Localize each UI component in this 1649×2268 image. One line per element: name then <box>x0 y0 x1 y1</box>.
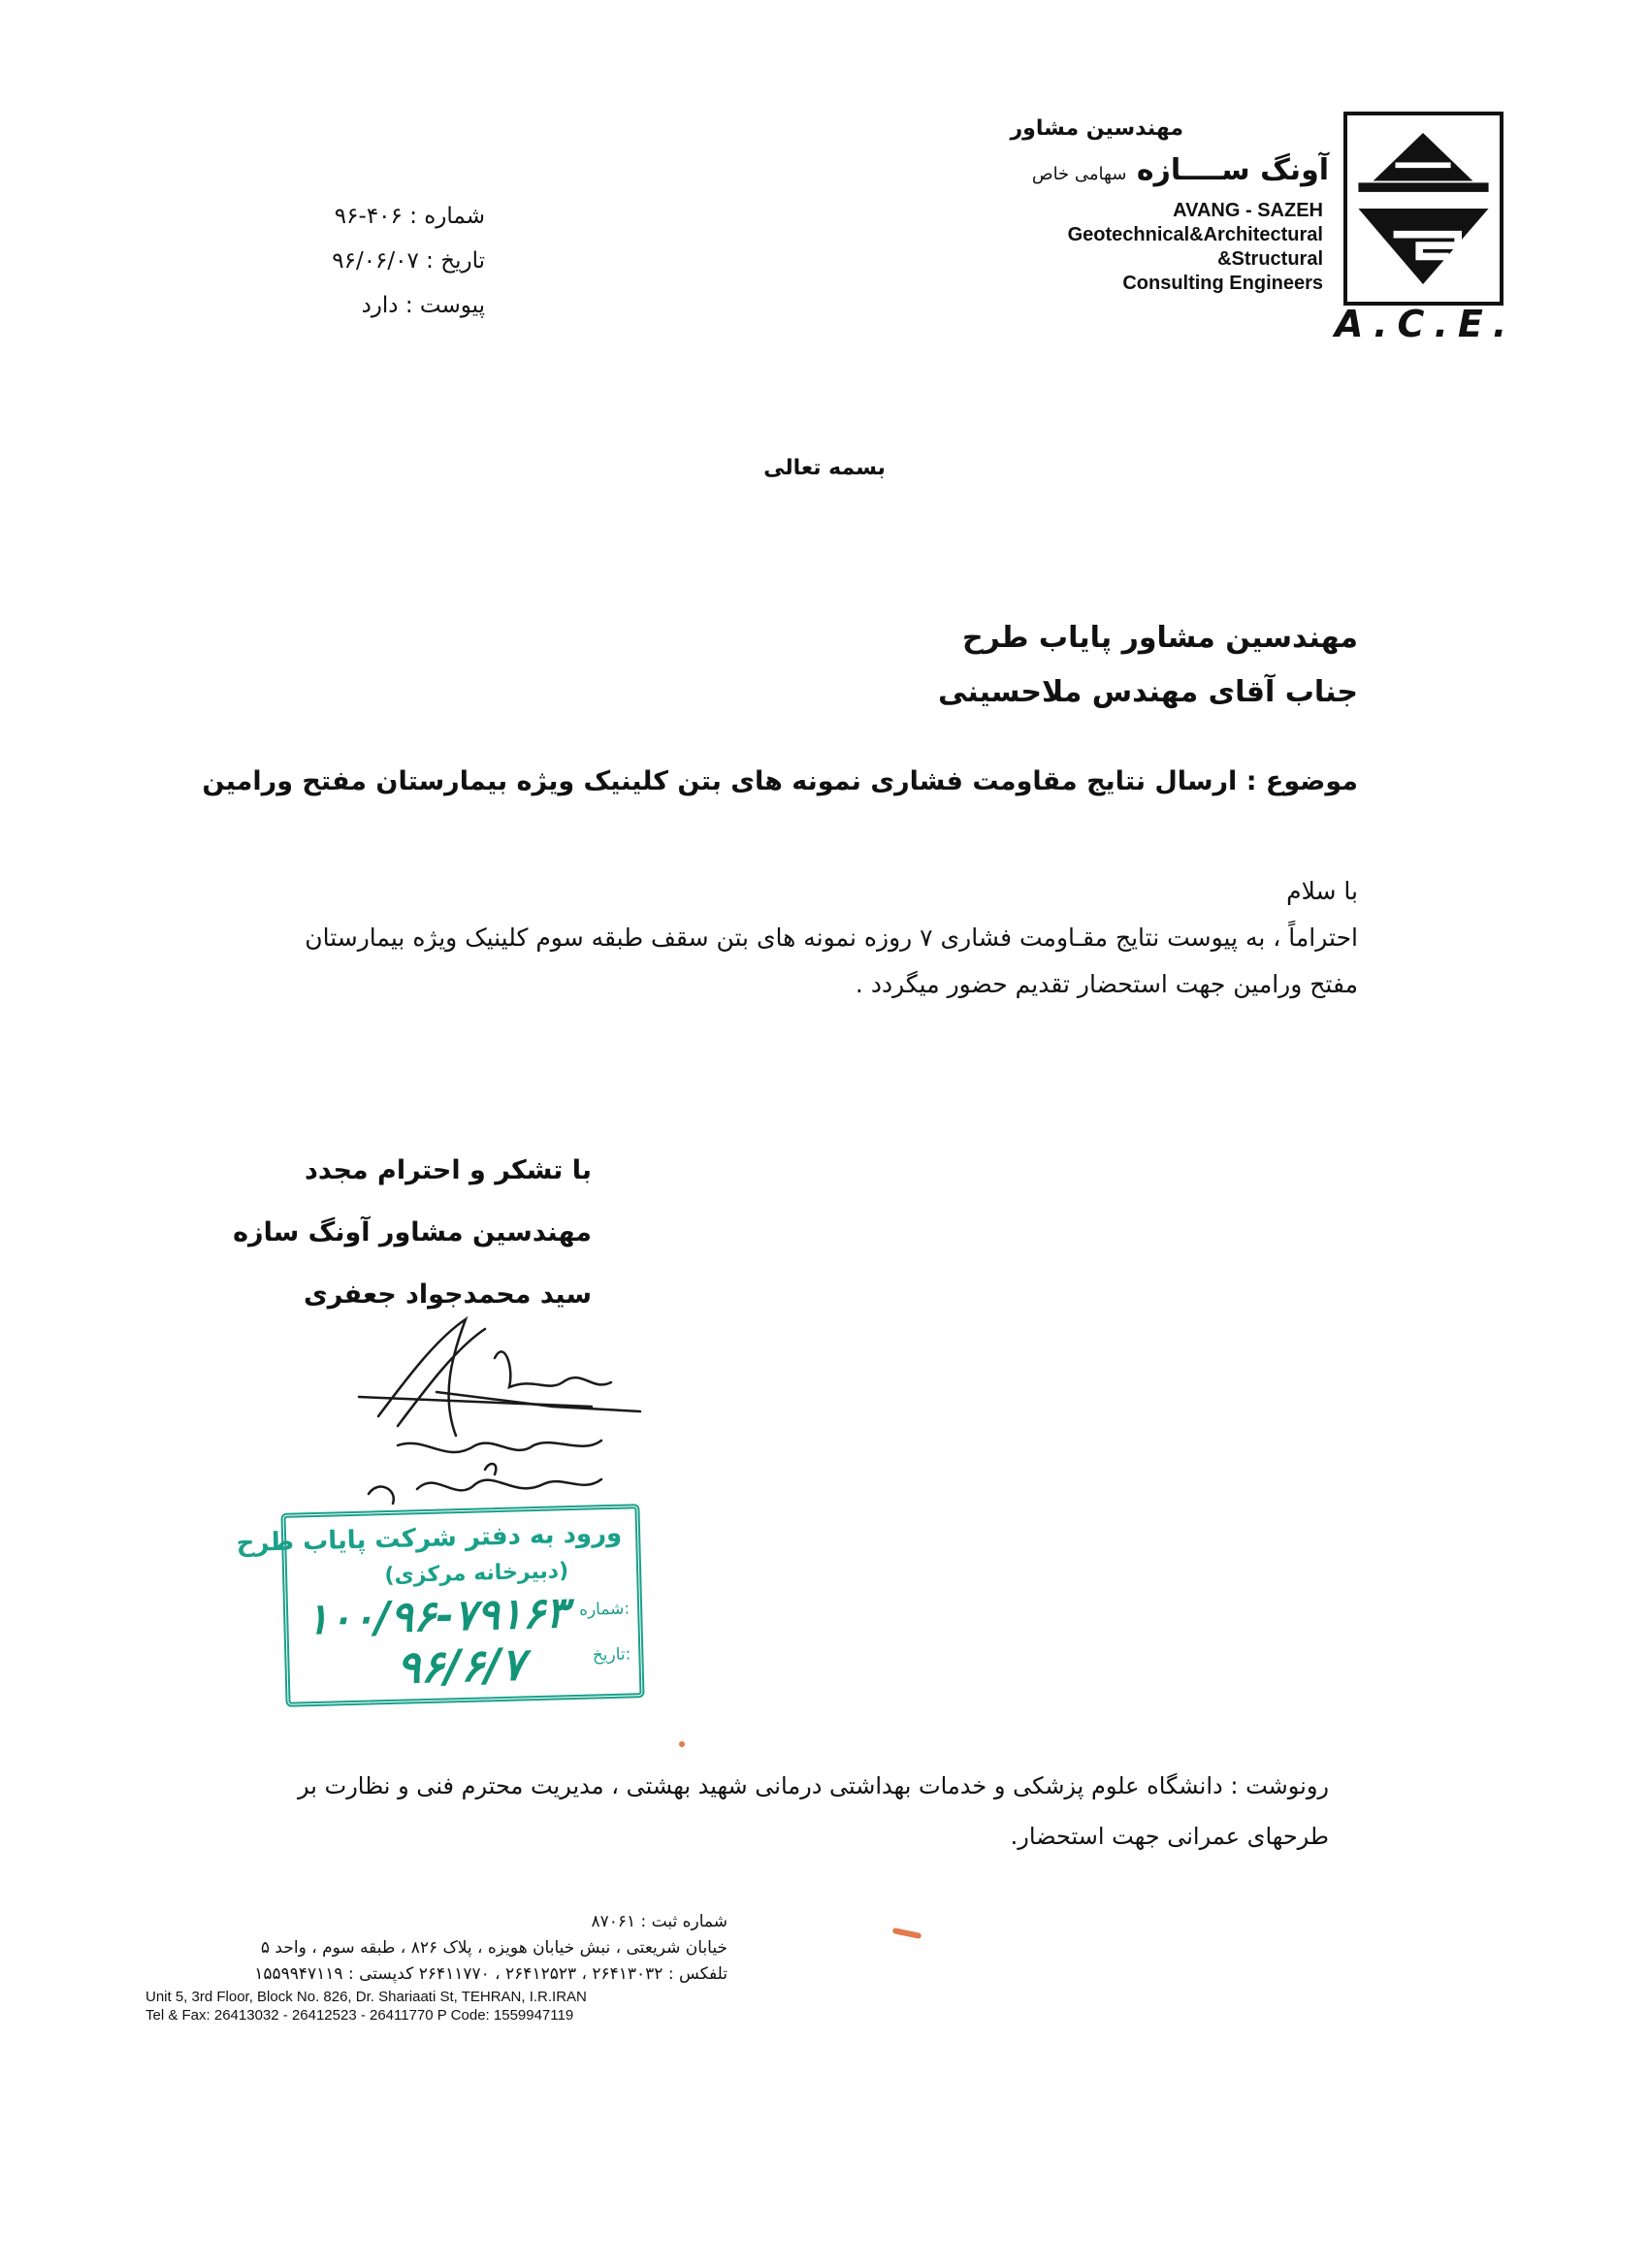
logo-icon <box>1347 115 1500 302</box>
recipient-person: جناب آقای مهندس ملاحسینی <box>938 675 1358 709</box>
company-logo <box>1343 112 1504 306</box>
company-title-fa: مهندسین مشاور <box>1010 116 1183 141</box>
recipient-company: مهندسین مشاور پایاب طرح <box>961 621 1358 655</box>
company-name-en <box>1068 199 1323 296</box>
address-en: Unit 5, 3rd Floor, Block No. 826, Dr. Shariaati St, TEHRAN, I.R.IRAN <box>146 1989 587 2005</box>
letter-subject: موضوع : ارسال نتایج مقاومت فشاری نمونه های بتن کلینیک ویژه بیمارستان مفتح ورامین <box>202 766 1358 796</box>
company-en-line: &Structural <box>1217 248 1323 270</box>
stamp-number-label: شماره: <box>578 1599 630 1620</box>
address-fa: خیابان شریعتی ، نبش خیابان هویزه ، پلاک ۸۲۶ ، طبقه سوم ، واحد ۵ <box>260 1938 728 1958</box>
closing-regards: با تشکر و احترام مجدد <box>305 1155 592 1185</box>
closing-signatory: سید محمدجواد جعفری <box>303 1280 592 1310</box>
receipt-stamp <box>236 1504 644 1707</box>
letter-body <box>252 868 1358 1008</box>
company-type-fa: سهامی خاص <box>1031 164 1127 184</box>
basmala: بسمه تعالی <box>763 456 886 480</box>
stamp-number: ۱۰۰/۹۶-۷۹۱۶۳ <box>305 1588 569 1645</box>
letterhead-footer <box>146 1909 728 2025</box>
company-en-line: AVANG - SAZEH <box>1173 200 1323 221</box>
stamp-date: ۹۶/۶/۷ <box>395 1637 526 1694</box>
handwritten-signature <box>340 1300 660 1523</box>
closing-company: مهندسین مشاور آونگ سازه <box>233 1217 592 1247</box>
letter-meta <box>332 194 485 328</box>
company-en-line: Geotechnical&Architectural <box>1067 224 1323 245</box>
phones-en: Tel & Fax: 26413032 - 26412523 - 26411770 P Code: 1559947119 <box>146 2007 574 2024</box>
ink-mark <box>679 1741 685 1747</box>
recipient-block <box>938 611 1358 720</box>
ink-mark <box>892 1928 922 1939</box>
carbon-copy: رونوشت : دانشگاه علوم پزشکی و خدمات بهداشتی درمانی شهید بهشتی ، مدیریت محترم فنی و نظارت بر طرحهای عمرانی جهت استحضار. <box>298 1772 1329 1850</box>
letter-date: تاریخ : ۹۶/۰۶/۰۷ <box>332 248 485 274</box>
logo-text: A.C.E. <box>1335 303 1517 345</box>
stamp-date-label: تاریخ: <box>592 1644 631 1666</box>
company-name-fa <box>1032 153 1329 187</box>
company-en-line: Consulting Engineers <box>1122 273 1323 294</box>
company-name-fa-text: آونگ ســــازه <box>1136 153 1329 187</box>
letter-number: شماره : ۴۰۶-۹۶ <box>334 204 485 229</box>
closing-block <box>233 1140 592 1326</box>
body-paragraph: احتراماً ، به پیوست نتایج مقـاومت فشاری ۷ روزه نمونه های بتن سقف طبقه سوم کلینیک ویژه بیمارستان مفتح ورامین جهت استحضار تقدیم حضور میگردد . <box>305 923 1358 998</box>
stamp-subtitle: (دبیرخانه مرکزی) <box>384 1559 569 1589</box>
stamp-title: ورود به دفتر شرکت پایاب طرح <box>236 1518 623 1559</box>
phones-fa: تلفکس : ۲۶۴۱۳۰۳۲ ، ۲۶۴۱۲۵۲۳ ، ۲۶۴۱۱۷۷۰ کدپستی : ۱۵۵۹۹۴۷۱۱۹ <box>254 1964 728 1984</box>
greeting: با سلام <box>1286 877 1358 905</box>
letter-attachment: پیوست : دارد <box>361 293 485 318</box>
registration-number: شماره ثبت : ۸۷۰۶۱ <box>591 1912 728 1931</box>
